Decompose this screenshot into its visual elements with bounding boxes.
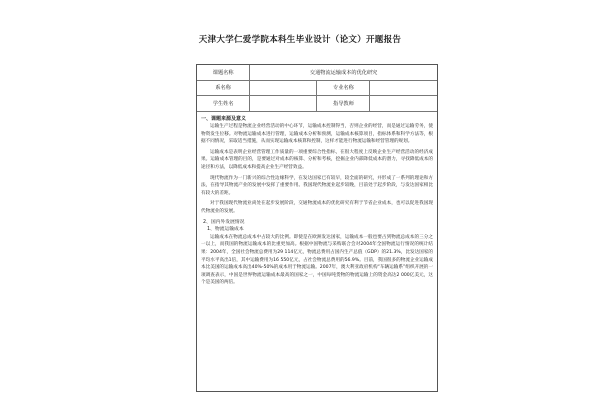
student-row <box>197 96 437 112</box>
paragraph: 运输成本是表明企业经营管理工作质量的一项重要综合性指标，在很大程度上反映企业生产经营活动的经济成果。运输成本管理的目的，是要通过对成本的核算、分析和考核，挖掘企业内部降低成本的潜力，寻找降低成本的途径和方法，以降低成本和提高企业生产经营效益。 <box>201 149 433 171</box>
paragraph: 运输生产过程是物流企业经营活动的中心环节，运输成本控制得当，否则企业的经营，而是通过运输劳务，使物资发生位移。对物流运输成本进行管理，运输成本分析和预测，运输成本核算项目，指标体系和科学方法等，根据不同情况，采取适当措施，从而实现运输成本核算和控制，这样才能进行物流运输和经营管理的规划。 <box>201 124 433 145</box>
advisor-label: 指导教师 <box>317 96 370 112</box>
report-body <box>197 112 437 287</box>
topic-value: 交通物流运输成本的优化研究 <box>250 65 437 80</box>
major-value <box>370 80 437 96</box>
section-heading-status: 2、国内外发展情况 <box>203 219 245 225</box>
dept-label: 系名称 <box>197 80 250 96</box>
paragraph: 对于我国现代物流业尚处在起步发展阶段，交通物流成本的优化研究有利于节省企业成本，也可以促进我国现代物流业的发展。 <box>201 201 433 215</box>
paragraph: 现代物流作为一门新兴的综合性边缘科学，在发达国家已有较早，较全面的研究，并形成了一系列的理论和方法，在指导其物流产业的发展中发挥了重要作用。我国现代物流业起步较晚，目前处于起步阶段，与发达国家相比有较大的差距。 <box>201 175 433 196</box>
info-table <box>197 65 437 112</box>
student-value <box>250 96 317 112</box>
topic-label: 课题名称 <box>197 65 250 80</box>
major-label: 专业名称 <box>317 80 370 96</box>
report-form <box>196 64 438 392</box>
dept-value <box>250 80 317 96</box>
dept-row <box>197 80 437 96</box>
topic-row <box>197 65 437 80</box>
student-label: 学生姓名 <box>197 96 250 112</box>
paragraph: 运输成本在物流总成本中占较大的比例。即使是在欧洲发达国家，运输成本一般也要占到物流总成本的三分之一以上，而我国的物流运输成本的比重更加高。根据中国物流与采购联合会对2004年全国物流运行情况的统计结果：2004年，全国社会物流总费用为29 114亿元，物流总费用占国内生产总值（GDP）的21.3%，比发达国家的平均水平高出1倍，其中运输费用为16 550亿元，占社会物流总费用的56.9%。目前，我国很多的物流企业运输成本比美国的运输成本高出40%-50%的成本用于物流运输。2007年，澳大利亚政府机构“车辆运输系”组织开展的一项调查表示，中国是世界物流运输成本最高的国家之一，中国每吨货物的物流运输上的资金高达2 000亿美元，这个是美国的两倍。 <box>201 234 433 286</box>
subsection-heading-cost: 1、物流运输成本 <box>207 227 244 233</box>
advisor-value <box>370 96 437 112</box>
document-title: 天津大学仁爱学院本科生毕业设计（论文）开题报告 <box>198 35 402 45</box>
section-heading-source: 一、课题来源及意义 <box>201 115 247 122</box>
